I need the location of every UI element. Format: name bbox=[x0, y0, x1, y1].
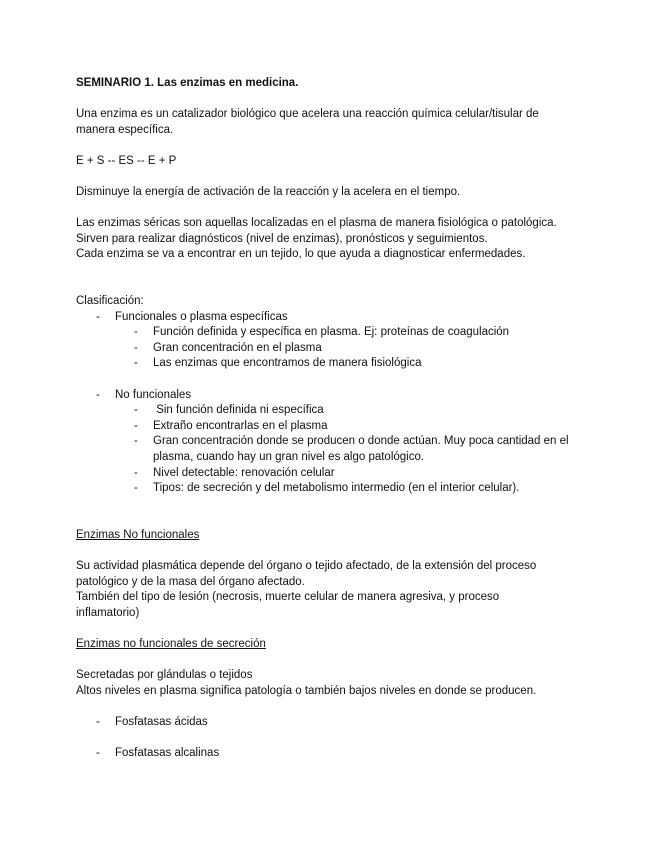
secrecion-list bbox=[76, 715, 576, 762]
funcionales-label: Funcionales o plasma específicas bbox=[115, 310, 288, 323]
list-item-text: Fosfatasas alcalinas bbox=[115, 747, 220, 760]
paragraph-line: inflamatorio) bbox=[76, 606, 140, 619]
list-item bbox=[76, 403, 576, 419]
sericas-line-1: Las enzimas séricas son aquellas localizadas en el plasma de manera fisiológica o patológica. bbox=[76, 217, 557, 229]
paragraph-line: También del tipo de lesión (necrosis, muerte celular de manera agresiva, y proceso bbox=[76, 591, 500, 604]
list-item bbox=[76, 434, 573, 465]
bullet-dash: - bbox=[134, 341, 138, 354]
bullet-dash: - bbox=[134, 404, 138, 417]
bullet-dash: - bbox=[134, 435, 138, 448]
sericas-line-3: Cada enzima se va a encontrar en un tejido, lo que ayuda a diagnosticar enfermedades. bbox=[76, 248, 526, 261]
list-item bbox=[76, 715, 576, 731]
list-item bbox=[76, 746, 576, 762]
reaction-equation: E + S -- ES -- E + P bbox=[76, 155, 177, 167]
bullet-dash: - bbox=[134, 357, 138, 370]
bullet-dash: - bbox=[134, 326, 138, 339]
list-item bbox=[76, 466, 576, 482]
funcionales-sublist bbox=[115, 325, 576, 372]
secrecion-heading: Enzimas no funcionales de secreción bbox=[76, 638, 266, 650]
no-funcionales-label: No funcionales bbox=[115, 388, 192, 401]
list-item bbox=[76, 419, 576, 435]
list-item-no-funcionales bbox=[76, 388, 576, 497]
list-item bbox=[76, 341, 576, 357]
bullet-dash: - bbox=[96, 716, 100, 728]
list-item bbox=[76, 481, 576, 497]
list-item-text: Fosfatasas ácidas bbox=[115, 716, 208, 728]
no-funcionales-paragraph bbox=[76, 559, 576, 621]
document-title: SEMINARIO 1. Las enzimas en medicina. bbox=[76, 77, 299, 89]
list-spacer bbox=[76, 372, 576, 388]
paragraph-line: Altos niveles en plasma significa patología o también bajos niveles en donde se producen. bbox=[76, 684, 537, 697]
list-item-text: Las enzimas que encontramos de manera fisiológica bbox=[153, 357, 422, 370]
activation-energy-text: Disminuye la energía de activación de la reacción y la acelera en el tiempo. bbox=[76, 186, 461, 198]
list-item bbox=[76, 325, 576, 341]
paragraph-line: patológico y de la masa del órgano afectado. bbox=[76, 575, 305, 588]
list-spacer bbox=[76, 731, 576, 747]
paragraph-line: Su actividad plasmática depende del órgano o tejido afectado, de la extensión del proceso bbox=[76, 560, 537, 572]
list-item-text: Tipos: de secreción y del metabolismo intermedio (en el interior celular). bbox=[153, 482, 520, 495]
bullet-dash: - bbox=[96, 310, 100, 323]
list-item-text: Gran concentración en el plasma bbox=[153, 341, 322, 354]
bullet-dash: - bbox=[134, 419, 138, 432]
list-item-text: Extraño encontrarlas en el plasma bbox=[153, 419, 328, 432]
clasificacion-heading: Clasificación: bbox=[76, 295, 144, 307]
list-item-funcionales bbox=[76, 310, 576, 372]
list-item-text: Función definida y específica en plasma. Ej: proteínas de coagulación bbox=[153, 326, 510, 339]
sericas-paragraph bbox=[76, 216, 576, 263]
intro-paragraph bbox=[76, 107, 576, 138]
clasificacion-section bbox=[76, 294, 576, 497]
list-item-text: Gran concentración donde se producen o donde actúan. Muy poca cantidad en el plasma, cuando hay un gran nivel es algo patológico. bbox=[153, 435, 569, 463]
secrecion-paragraph bbox=[76, 668, 576, 699]
bullet-dash: - bbox=[134, 466, 138, 479]
no-funcionales-heading: Enzimas No funcionales bbox=[76, 529, 200, 541]
list-item-text: Sin función definida ni específica bbox=[153, 404, 324, 417]
list-item-text: Nivel detectable: renovación celular bbox=[153, 466, 335, 479]
clasificacion-list bbox=[76, 310, 576, 497]
list-item bbox=[76, 356, 576, 372]
sericas-line-2: Sirven para realizar diagnósticos (nivel de enzimas), pronósticos y seguimientos. bbox=[76, 232, 488, 245]
intro-line-2: manera específica. bbox=[76, 123, 174, 136]
bullet-dash: - bbox=[96, 747, 100, 760]
intro-line-1: Una enzima es un catalizador biológico que acelera una reacción química celular/tisular de bbox=[76, 108, 539, 120]
bullet-dash: - bbox=[134, 482, 138, 495]
paragraph-line: Secretadas por glándulas o tejidos bbox=[76, 669, 253, 681]
bullet-dash: - bbox=[96, 388, 100, 401]
no-funcionales-sublist bbox=[115, 403, 576, 497]
